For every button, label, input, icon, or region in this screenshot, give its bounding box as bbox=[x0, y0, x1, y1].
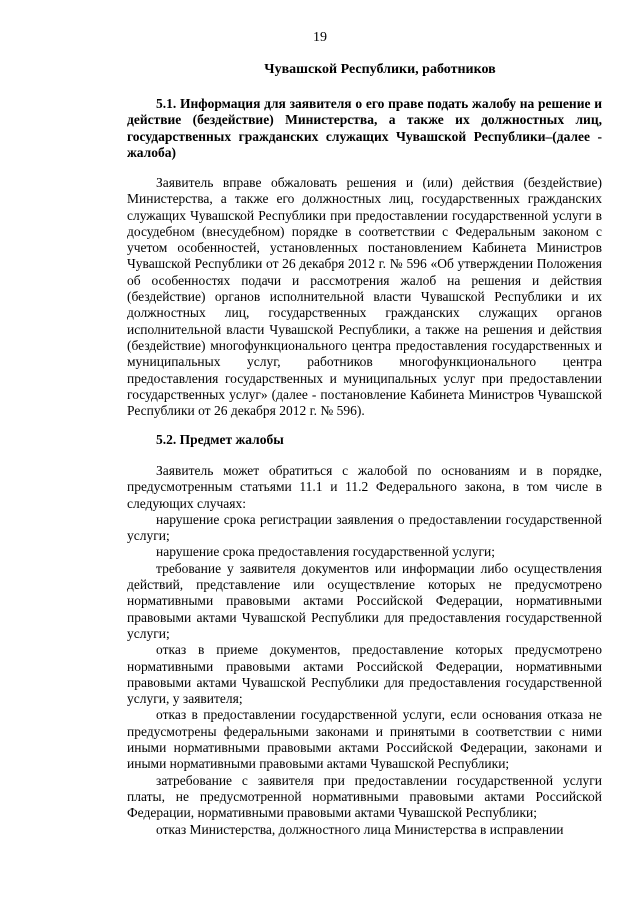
paragraph: требование у заявителя документов или информации либо осуществления действий, представление или осуществление которых не предусмотрено нормативными правовыми актами Российской Федерации, нормативными правовыми актами Чувашской Республики для предоставления государственной услуги; bbox=[127, 560, 602, 641]
section-heading: 5.1. Информация для заявителя о его праве подать жалобу на решение и действие (бездействие) Министерства, а также их должностных лиц, государственных гражданских служащих Чувашской Республики–(далее - жалоба) bbox=[127, 96, 602, 160]
paragraph: Заявитель вправе обжаловать решения и (или) действия (бездействие) Министерства, а также его должностных лиц, государственных гражданских служащих Чувашской Республики при предоставлении государственной услуги в досудебном (внесудебном) порядке в соответствии с Федеральным законом с учетом особенностей, установленных постановлением Кабинета Министров Чувашской Республики от 26 декабря 2012 г. № 596 «Об утверждении Положения об особенностях подачи и рассмотрения жалоб на решения и действия (бездействие) органов исполнительной власти Чувашской Республики и их должностных лиц, государственных гражданских служащих органов исполнительной власти Чувашской Республики, а также на решения и действия (бездействие) многофункционального центра предоставления государственных и муниципальных услуг, работников многофункционального центра предоставления государственных и муниципальных услуг при предоставлении государственных услуг» (далее - постановление Кабинета Министров Чувашской Республики от 26 декабря 2012 г. № 596). bbox=[127, 175, 602, 419]
section-5-2-body bbox=[127, 463, 602, 838]
paragraph: нарушение срока предоставления государственной услуги; bbox=[156, 544, 496, 560]
paragraph: отказ в приеме документов, предоставление которых предусмотрено нормативными правовыми актами Российской Федерации, нормативными правовыми актами Чувашской Республики для предоставления государственной услуги, у заявителя; bbox=[127, 642, 602, 707]
section-5-1-body bbox=[127, 175, 602, 419]
section-5-1 bbox=[127, 96, 602, 161]
section-heading: 5.2. Предмет жалобы bbox=[156, 432, 284, 447]
paragraph: Заявитель может обратиться с жалобой по основаниям и в порядке, предусмотренным статьями 11.1 и 11.2 Федерального закона, в том числе в следующих случаях: bbox=[127, 463, 602, 511]
section-5-2 bbox=[127, 432, 602, 448]
paragraph: отказ Министерства, должностного лица Министерства в исправлении bbox=[156, 821, 564, 837]
paragraph: отказ в предоставлении государственной услуги, если основания отказа не предусмотрены федеральными законами и принятыми в соответствии с ними иными нормативными правовыми актами Российской Федерации, законами и иными нормативными правовыми актами Чувашской Республики; bbox=[127, 707, 602, 772]
continued-title: Чувашской Республики, работников bbox=[264, 62, 496, 77]
paragraph: затребование с заявителя при предоставлении государственной услуги платы, не предусмотренной нормативными правовыми актами Российской Федерации, нормативными правовыми актами Чувашской Республики; bbox=[127, 772, 602, 821]
page-number: 19 bbox=[313, 30, 327, 45]
paragraph: нарушение срока регистрации заявления о предоставлении государственной услуги; bbox=[127, 511, 602, 544]
